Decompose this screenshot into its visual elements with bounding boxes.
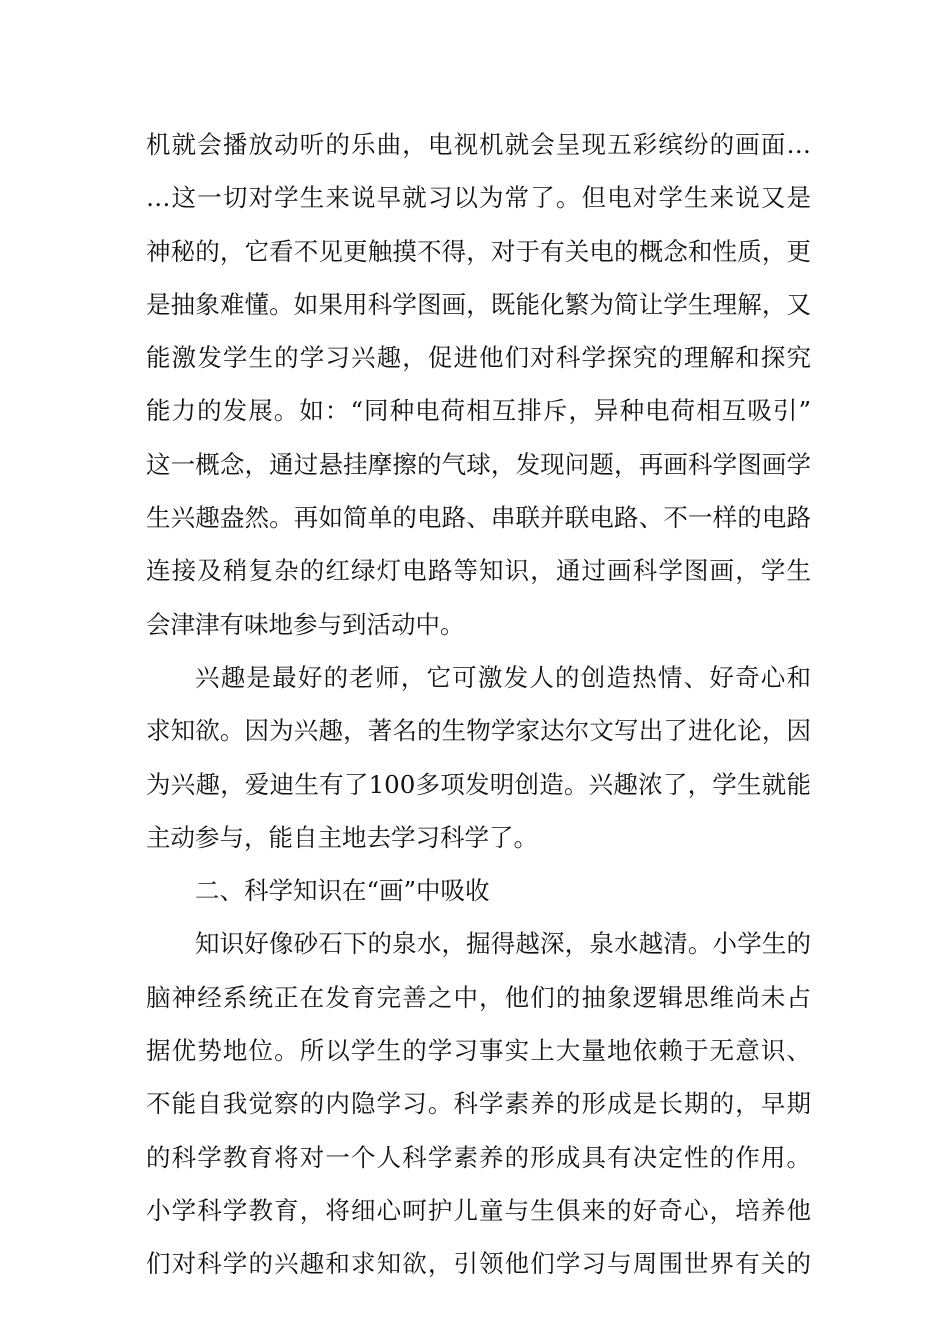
body-text xyxy=(146,127,811,1300)
text-line: 能力的发展。如：“同种电荷相互排斥，异种电荷相互吸引” xyxy=(146,396,811,426)
text-line: …这一切对学生来说早就习以为常了。但电对学生来说又是 xyxy=(146,183,811,213)
text-line: 是抽象难懂。如果用科学图画，既能化繁为简让学生理解，又 xyxy=(146,289,811,319)
text-line: 生兴趣盎然。再如简单的电路、串联并联电路、不一样的电路 xyxy=(146,503,811,533)
text-line: 求知欲。因为兴趣，著名的生物学家达尔文写出了进化论，因 xyxy=(146,716,811,746)
text-line: 脑神经系统正在发育完善之中，他们的抽象逻辑思维尚未占 xyxy=(146,982,811,1012)
text-line: 们对科学的兴趣和求知欲，引领他们学习与周围世界有关的 xyxy=(146,1249,811,1279)
text-line: 的科学教育将对一个人科学素养的形成具有决定性的作用。 xyxy=(146,1142,811,1172)
section-heading: 二、科学知识在“画”中吸收 xyxy=(195,876,490,906)
paragraph-first-line: 知识好像砂石下的泉水，掘得越深，泉水越清。小学生的 xyxy=(195,929,811,959)
text-line: 能激发学生的学习兴趣，促进他们对科学探究的理解和探究 xyxy=(146,343,811,373)
text-line: 主动参与，能自主地去学习科学了。 xyxy=(146,822,538,852)
text-line: 神秘的，它看不见更触摸不得，对于有关电的概念和性质，更 xyxy=(146,236,811,266)
text-line: 连接及稍复杂的红绿灯电路等知识，通过画科学图画，学生 xyxy=(146,556,811,586)
text-line: 这一概念，通过悬挂摩擦的气球，发现问题，再画科学图画学 xyxy=(146,449,811,479)
text-line: 不能自我觉察的内隐学习。科学素养的形成是长期的，早期 xyxy=(146,1089,811,1119)
text-line: 小学科学教育，将细心呵护儿童与生俱来的好奇心，培养他 xyxy=(146,1195,811,1225)
text-line: 据优势地位。所以学生的学习事实上大量地依赖于无意识、 xyxy=(146,1036,811,1066)
text-line: 为兴趣，爱迪生有了100多项发明创造。兴趣浓了，学生就能 xyxy=(146,769,811,799)
text-line: 机就会播放动听的乐曲，电视机就会呈现五彩缤纷的画面… xyxy=(146,130,811,159)
text-line: 会津津有味地参与到活动中。 xyxy=(146,609,465,639)
paragraph-first-line: 兴趣是最好的老师，它可激发人的创造热情、好奇心和 xyxy=(195,662,811,692)
